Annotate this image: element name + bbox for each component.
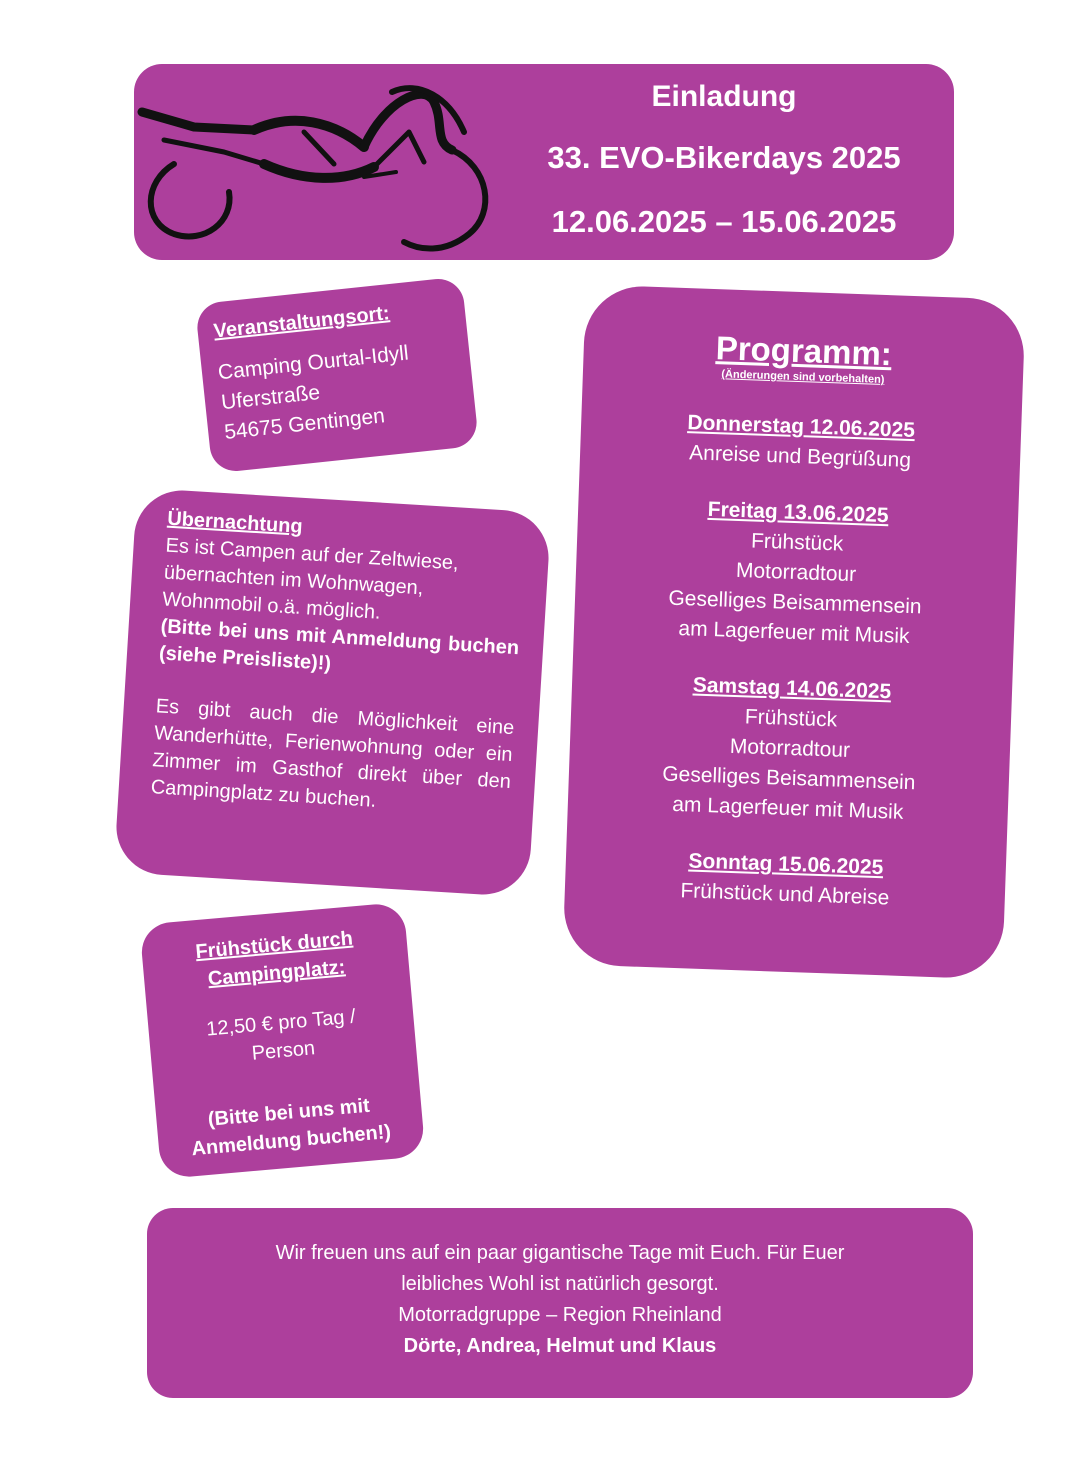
- breakfast-note: (Bitte bei uns mit: [207, 1094, 371, 1131]
- footer-line: Motorradgruppe – Region Rheinland: [398, 1304, 722, 1326]
- program-item: Geselliges Beisammensein: [661, 762, 916, 795]
- program-day-heading: Freitag 13.06.2025: [707, 497, 889, 528]
- breakfast-price: 12,50 € pro Tag /: [205, 1005, 357, 1041]
- program-day: [574, 490, 1019, 655]
- breakfast-heading: Frühstück durch: [194, 927, 354, 964]
- overnight-heading: Übernachtung: [166, 507, 304, 538]
- program-day-heading: Samstag 14.06.2025: [692, 673, 892, 704]
- program-item: Geselliges Beisammensein: [668, 586, 922, 619]
- program-item: am Lagerfeuer mit Musik: [671, 792, 904, 824]
- venue-line: 54675 Gentingen: [223, 404, 386, 445]
- overnight-text-2: Es gibt auch die Möglichkeit eine Wanderhütte, Ferienwohnung oder ein Zimmer im Gasthof direkt über den Campingplatz zu buchen.: [150, 695, 515, 812]
- overnight-text: Es ist Campen auf der Zeltwiese, übernachten im Wohnwagen, Wohnmobil o.ä. möglich.: [161, 534, 460, 624]
- program-day-heading: Sonntag 15.06.2025: [688, 849, 884, 880]
- overnight-box: [114, 488, 552, 898]
- program-day: [580, 404, 1022, 479]
- program-box: [562, 285, 1025, 980]
- header-titles: [514, 74, 934, 240]
- venue-heading: Veranstaltungsort:: [212, 302, 391, 343]
- footer-box: [147, 1208, 973, 1398]
- header-banner: [134, 64, 954, 260]
- program-day: [564, 842, 1006, 917]
- program-title: Programm:: [715, 329, 893, 373]
- program-subtitle: (Änderungen sind vorbehalten): [721, 368, 885, 386]
- invitation-title: Einladung: [651, 80, 797, 113]
- program-day: [567, 666, 1012, 831]
- footer-line: Wir freuen uns auf ein paar gigantische Tage mit Euch. Für Euer: [275, 1242, 845, 1264]
- breakfast-heading: Campingplatz:: [207, 956, 347, 991]
- breakfast-price: Person: [250, 1037, 316, 1065]
- program-item: Frühstück: [744, 705, 838, 732]
- program-item: Motorradtour: [729, 734, 851, 763]
- venue-line: Uferstraße: [220, 380, 322, 415]
- event-name: 33. EVO-Bikerdays 2025: [547, 140, 901, 175]
- breakfast-box: [139, 902, 425, 1179]
- program-item: Frühstück: [750, 529, 844, 556]
- breakfast-note: Anmeldung buchen!): [190, 1120, 392, 1161]
- program-item: Motorradtour: [735, 558, 857, 587]
- motorcycle-outline-icon: [134, 72, 504, 257]
- overnight-booking-note: (Bitte bei uns mit Anmeldung buchen (siehe Preisliste)!): [158, 615, 520, 675]
- program-day-heading: Donnerstag 12.06.2025: [687, 411, 916, 443]
- venue-line: Camping Ourtal-Idyll: [216, 341, 410, 385]
- venue-box: [195, 276, 479, 473]
- program-item: Frühstück und Abreise: [680, 879, 890, 910]
- program-item: am Lagerfeuer mit Musik: [678, 616, 910, 649]
- footer-signature: Dörte, Andrea, Helmut und Klaus: [403, 1335, 717, 1357]
- event-dates: 12.06.2025 – 15.06.2025: [551, 204, 897, 239]
- footer-line: leibliches Wohl ist natürlich gesorgt.: [401, 1273, 719, 1295]
- program-item: Anreise und Begrüßung: [688, 441, 912, 472]
